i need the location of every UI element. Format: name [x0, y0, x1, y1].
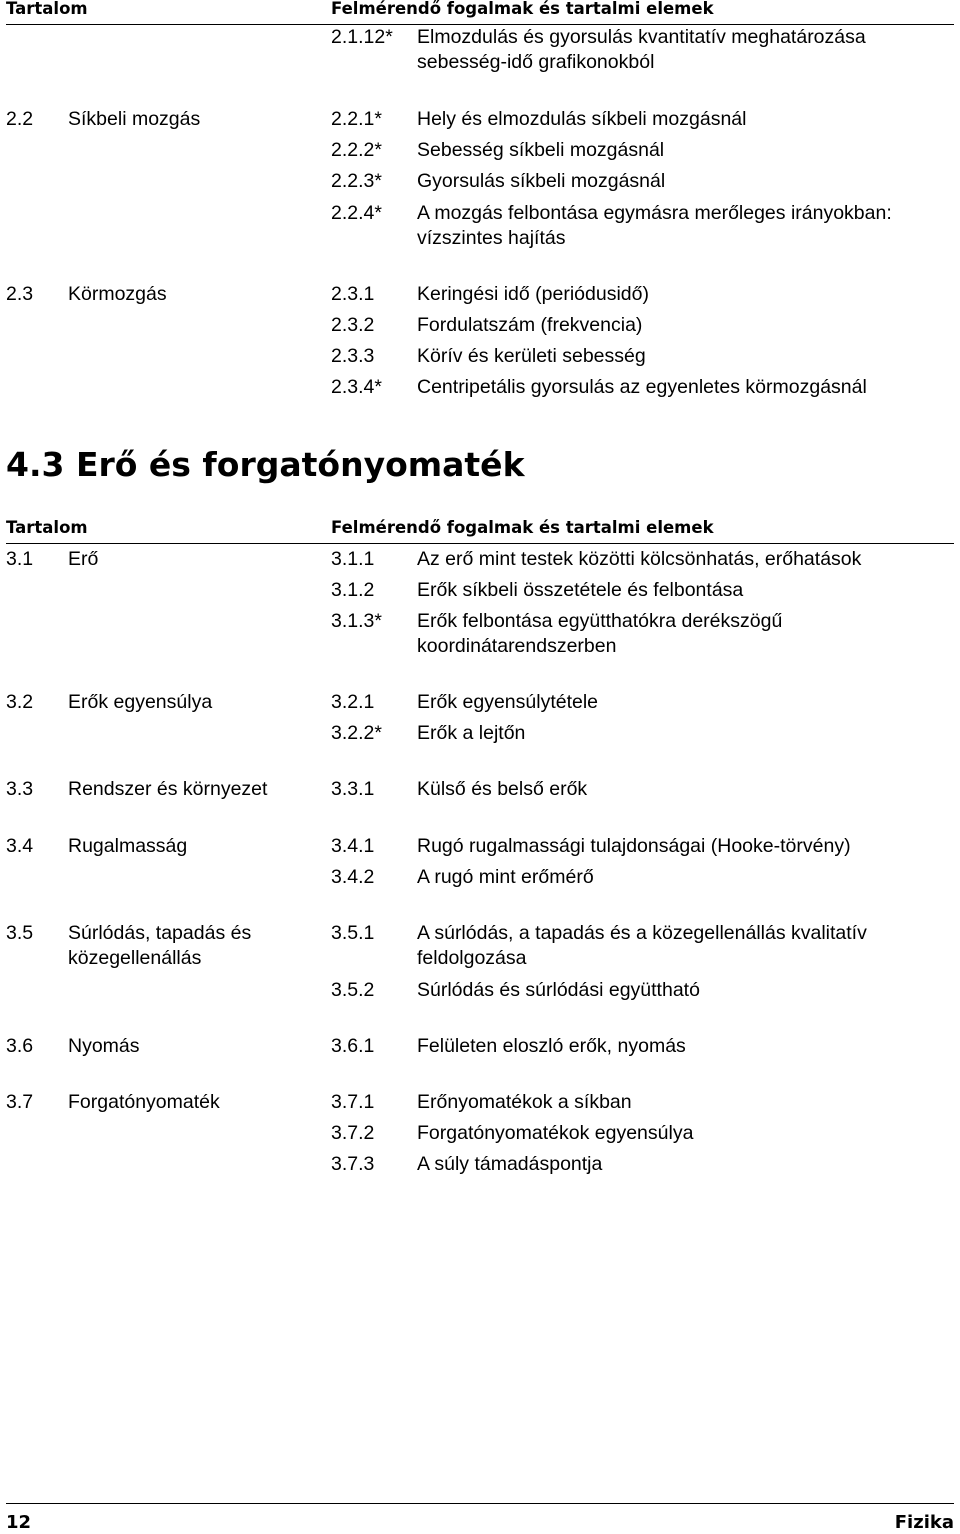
item-number: 2.1.12*: [331, 26, 393, 48]
item-number: 2.2.3*: [331, 170, 382, 192]
item-text: A mozgás felbontása egymásra merőleges irányokban: vízszintes hajítás: [417, 202, 892, 249]
page-number: 12: [6, 1512, 32, 1533]
item-text: Centripetális gyorsulás az egyenletes körmozgásnál: [417, 376, 867, 398]
item-number: 3.1.2: [331, 579, 375, 601]
topic-number: 2.2: [6, 108, 34, 130]
header-col-elemek: Felmérendő fogalmak és tartalmi elemek: [331, 0, 714, 18]
item-number: 3.2.2*: [331, 722, 382, 744]
item-text: Az erő mint testek közötti kölcsönhatás, erőhatások: [417, 548, 862, 570]
topic-label: Nyomás: [68, 1035, 140, 1057]
item-number: 3.6.1: [331, 1035, 375, 1057]
item-text: Súrlódás és súrlódási együttható: [417, 979, 700, 1001]
item-text: Erők felbontása együtthatókra derékszögű koordinátarendszerben: [417, 610, 783, 657]
topic-label: Erő: [68, 548, 99, 570]
item-number: 3.1.3*: [331, 610, 382, 632]
item-number: 3.2.1: [331, 691, 375, 713]
item-number: 3.7.2: [331, 1122, 375, 1144]
table-header-bottom: [6, 519, 954, 544]
item-number: 3.7.1: [331, 1091, 375, 1113]
item-number: 3.5.1: [331, 922, 375, 944]
header-col-elemek: Felmérendő fogalmak és tartalmi elemek: [331, 518, 714, 537]
header-col-tartalom: Tartalom: [6, 0, 88, 18]
item-number: 3.4.1: [331, 835, 375, 857]
item-number: 3.1.1: [331, 548, 375, 570]
topic-number: 2.3: [6, 283, 34, 305]
item-text: Sebesség síkbeli mozgásnál: [417, 139, 665, 161]
topic-number: 3.1: [6, 548, 34, 570]
item-text: Forgatónyomatékok egyensúlya: [417, 1122, 694, 1144]
topic-number: 3.2: [6, 691, 34, 713]
page-footer: [6, 1503, 954, 1534]
topic-label: Rendszer és környezet: [68, 778, 268, 800]
item-text: Keringési idő (periódusidő): [417, 283, 649, 305]
item-text: Erők a lejtőn: [417, 722, 526, 744]
topic-number: 3.3: [6, 778, 34, 800]
item-text: Felületen eloszló erők, nyomás: [417, 1035, 686, 1057]
item-number: 2.3.2: [331, 314, 375, 336]
topic-number: 3.5: [6, 922, 34, 944]
topic-label: Erők egyensúlya: [68, 691, 213, 713]
item-text: Fordulatszám (frekvencia): [417, 314, 643, 336]
topic-label: Körmozgás: [68, 283, 167, 305]
item-number: 3.3.1: [331, 778, 375, 800]
topic-label: Síkbeli mozgás: [68, 108, 201, 130]
item-text: A rugó mint erőmérő: [417, 866, 594, 888]
item-text: Rugó rugalmassági tulajdonságai (Hooke-törvény): [417, 835, 851, 857]
table-header-top: [6, 0, 954, 25]
subject-label: Fizika: [894, 1512, 954, 1533]
item-number: 2.3.1: [331, 283, 375, 305]
topic-number: 3.6: [6, 1035, 34, 1057]
topic-number: 3.4: [6, 835, 34, 857]
item-text: Külső és belső erők: [417, 778, 588, 800]
item-number: 2.2.2*: [331, 139, 382, 161]
topic-label: Súrlódás, tapadás és közegellenállás: [68, 922, 252, 969]
topic-number: 3.7: [6, 1091, 34, 1113]
item-text: Elmozdulás és gyorsulás kvantitatív meghatározása sebesség-idő grafikonokból: [417, 26, 866, 73]
item-number: 2.3.3: [331, 345, 375, 367]
item-number: 2.3.4*: [331, 376, 382, 398]
item-text: Gyorsulás síkbeli mozgásnál: [417, 170, 666, 192]
item-number: 2.2.1*: [331, 108, 382, 130]
item-number: 3.4.2: [331, 866, 375, 888]
topic-label: Forgatónyomaték: [68, 1091, 220, 1113]
item-text: Erők síkbeli összetétele és felbontása: [417, 579, 744, 601]
section-title: 4.3 Erő és forgatónyomaték: [6, 445, 525, 484]
item-text: Erők egyensúlytétele: [417, 691, 599, 713]
item-number: 3.7.3: [331, 1153, 375, 1175]
item-text: A súly támadáspontja: [417, 1153, 603, 1175]
item-text: Erőnyomatékok a síkban: [417, 1091, 632, 1113]
item-text: Körív és kerületi sebesség: [417, 345, 646, 367]
item-text: Hely és elmozdulás síkbeli mozgásnál: [417, 108, 747, 130]
item-text: A súrlódás, a tapadás és a közegellenállás kvalitatív feldolgozása: [417, 922, 867, 969]
topic-label: Rugalmasság: [68, 835, 188, 857]
item-number: 2.2.4*: [331, 202, 382, 224]
header-col-tartalom: Tartalom: [6, 518, 88, 537]
item-number: 3.5.2: [331, 979, 375, 1001]
